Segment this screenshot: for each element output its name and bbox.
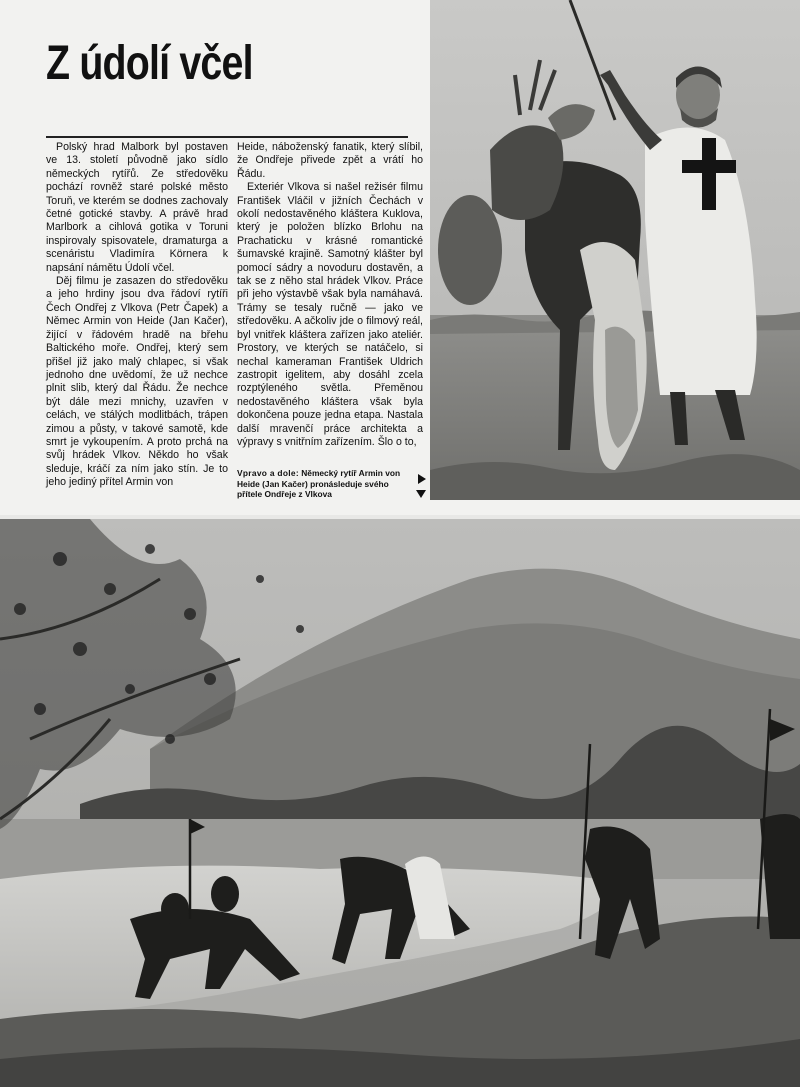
text-column-2 xyxy=(237,141,423,449)
paragraph: Polský hrad Malbork byl postaven ve 13. století původně jako sídlo německých rytířů. Ze středověku pochází rovněž staré polské město Toruň, ve kterém se dodnes zachovaly četné gotické stavby. A právě hrad Marlbork a cihlová gotika v Toruni inspirovaly spisovatele, dramaturga a scenáristu Vladimíra Körnera k napsání námětu Údolí včel. xyxy=(46,141,228,274)
title-rule xyxy=(46,136,408,138)
article-title: Z údolí včel xyxy=(46,37,253,90)
paragraph: Heide, náboženský fanatik, který slíbil, že Ondřeje přivede zpět a vrátí ho Řádu. xyxy=(237,141,423,180)
caption-text: Německý rytíř Armin von Heide (Jan Kačer) pronásleduje svého přítele Ondřeje z Vlkova xyxy=(237,468,401,499)
photo-knight-with-horse xyxy=(430,0,800,500)
photo-riders-by-river xyxy=(0,519,800,1087)
arrow-right-icon xyxy=(418,474,426,484)
paragraph: Děj filmu je zasazen do středověku a jeho hrdiny jsou dva řádoví rytíři Čech Ondřej z Vlkova (Petr Čapek) a Němec Armin von Heide (Jan Kačer), žijící v řádovém hradě na břehu Baltického moře. Ondřej, který sem přišel již jako malý chlapec, si však jednoho dne uvědomí, že už nechce plnit slib, který dal Řádu. Že nechce být dále mezi mnichy, uzavřen v celách, ve stálých modlitbách, trápen zimou a půsty, v takové samotě, kde smrt je vykoupením. A proto prchá na svůj hrádek Vlkov. Někdo ho však sleduje, kráčí za ním jako stín. Je to jeho jediný přítel Armin von xyxy=(46,275,228,489)
photo-caption xyxy=(237,468,412,500)
paragraph: Exteriér Vlkova si našel režisér filmu František Vláčil v jižních Čechách v okolí nedostavěného kláštera Kuklova, který je položen blízko Brlohu na Prachaticku v krásné romantické šumavské krajině. Samotný klášter byl pomocí sádry a novoduru dostavěn, a tak se z něho stal hrádek Vlkov. Práce při jeho výstavbě však byla namáhavá. Trámy se tesaly ručně — jako ve středověku. A ačkoliv jde o filmový reál, byl vnitřek kláštera zařízen jako ateliér. Prostory, ve kterých se natáčelo, si nechal kameraman František Uldrich zastropit igelitem, aby dosáhl zcela rozptýleného světla. Přeměnou nedostavěného kláštera však byla dokončena pouze jedna etapa. Nastala další mravenčí práce architekta a výpravy s vnitřním zařízením. Šlo o to, xyxy=(237,181,423,448)
arrow-down-icon xyxy=(416,490,426,498)
article-top xyxy=(0,0,800,515)
text-column-1 xyxy=(46,141,228,490)
caption-lead: Vpravo a dole: xyxy=(237,468,299,478)
article-columns xyxy=(46,141,426,501)
